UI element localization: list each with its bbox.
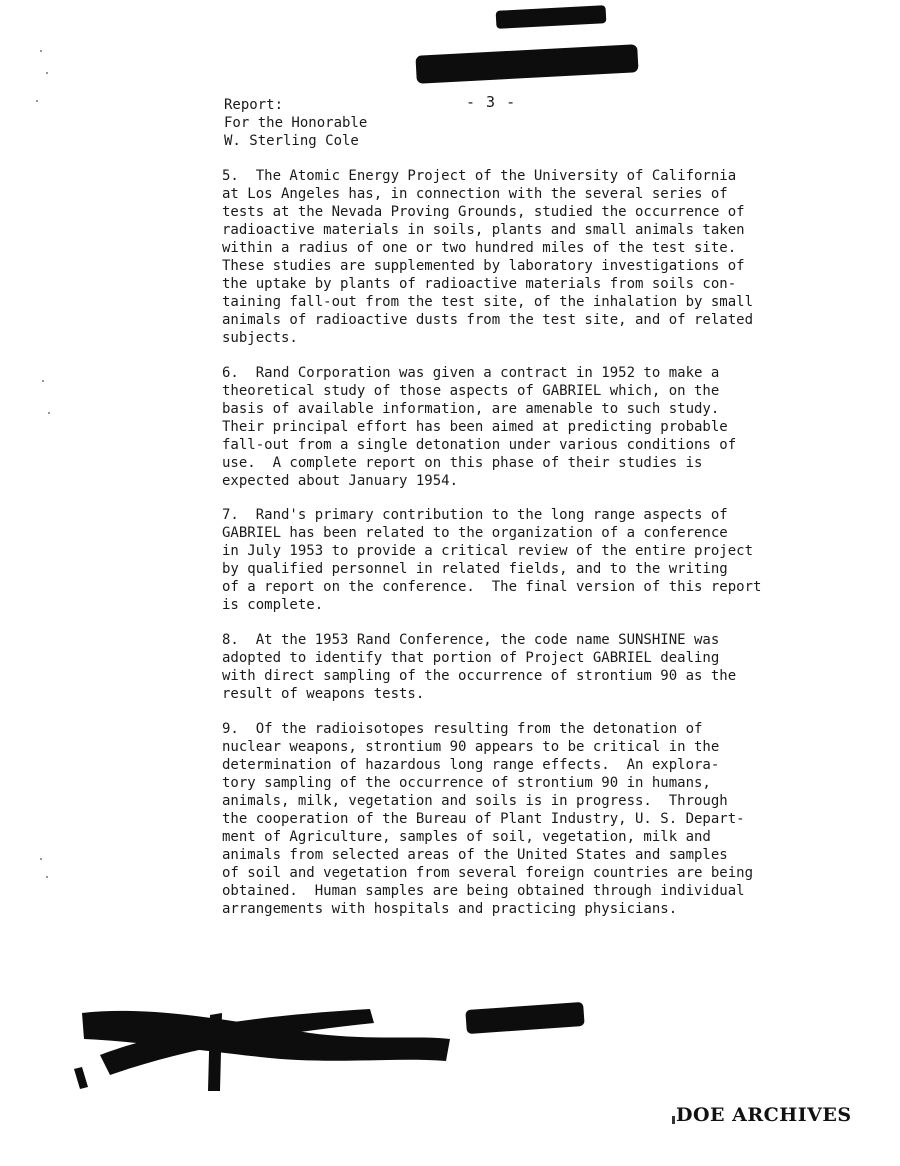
paragraph-7 [222, 506, 822, 614]
paragraph-line: animals, milk, vegetation and soils is in progress. Through [222, 793, 728, 809]
paragraph-line: animals of radioactive dusts from the test site, and of related [222, 312, 754, 328]
paragraph-line: 7. Rand's primary contribution to the long range aspects of [222, 507, 728, 523]
paragraph-line: of a report on the conference. The final version of this report [222, 579, 762, 595]
paragraph-line: ment of Agriculture, samples of soil, vegetation, milk and [222, 829, 711, 845]
paragraph-line: arrangements with hospitals and practicing physicians. [222, 901, 678, 917]
paragraph-line: obtained. Human samples are being obtained through individual [222, 883, 745, 899]
paragraph-6 [222, 364, 822, 490]
paragraph-line: at Los Angeles has, in connection with the several series of [222, 186, 728, 202]
archive-stamp: DOE ARCHIVES [676, 1104, 852, 1126]
paragraph-line: the uptake by plants of radioactive materials from soils con- [222, 276, 737, 292]
paragraph-line: fall-out from a single detonation under various conditions of [222, 437, 737, 453]
margin-speck [42, 380, 44, 382]
paragraph-line: within a radius of one or two hundred miles of the test site. [222, 240, 737, 256]
paragraph-line: by qualified personnel in related fields, and to the writing [222, 561, 728, 577]
margin-speck [40, 50, 42, 52]
paragraph-line: 6. Rand Corporation was given a contract in 1952 to make a [222, 365, 720, 381]
paragraph-line: 8. At the 1953 Rand Conference, the code name SUNSHINE was [222, 632, 720, 648]
redaction-mark-top-long [415, 44, 638, 84]
report-header [224, 96, 367, 150]
paragraph-line: nuclear weapons, strontium 90 appears to be critical in the [222, 739, 720, 755]
paragraph-5 [222, 167, 822, 347]
paragraph-line: These studies are supplemented by laboratory investigations of [222, 258, 745, 274]
paragraph-line: subjects. [222, 330, 298, 346]
margin-speck [46, 876, 48, 878]
header-line-recipient-title: For the Honorable [224, 115, 368, 131]
paragraph-line: in July 1953 to provide a critical review of the entire project [222, 543, 754, 559]
paragraph-line: the cooperation of the Bureau of Plant Industry, U. S. Depart- [222, 811, 745, 827]
paragraph-line: adopted to identify that portion of Project GABRIEL dealing [222, 650, 720, 666]
paragraph-line: 5. The Atomic Energy Project of the University of California [222, 168, 737, 184]
paragraph-line: tory sampling of the occurrence of strontium 90 in humans, [222, 775, 711, 791]
paragraph-8 [222, 631, 822, 703]
paragraph-line: is complete. [222, 597, 324, 613]
page-number: - 3 - [466, 93, 517, 111]
header-line-recipient-name: W. Sterling Cole [224, 133, 359, 149]
paragraph-line: Their principal effort has been aimed at predicting probable [222, 419, 728, 435]
header-line-report: Report: [224, 97, 284, 113]
paragraph-line: use. A complete report on this phase of their studies is [222, 455, 703, 471]
margin-speck [40, 858, 42, 860]
paragraph-line: basis of available information, are amenable to such study. [222, 401, 720, 417]
paragraph-line: of soil and vegetation from several foreign countries are being [222, 865, 754, 881]
paragraph-line: with direct sampling of the occurrence of strontium 90 as the [222, 668, 737, 684]
paragraph-9 [222, 720, 822, 918]
paragraph-line: taining fall-out from the test site, of the inhalation by small [222, 294, 754, 310]
paragraph-line: determination of hazardous long range effects. An explora- [222, 757, 720, 773]
paragraph-line: radioactive materials in soils, plants and small animals taken [222, 222, 745, 238]
margin-speck [48, 412, 50, 414]
redaction-mark-top-short [496, 5, 607, 29]
paragraph-line: animals from selected areas of the United States and samples [222, 847, 728, 863]
margin-speck [46, 72, 48, 74]
redaction-mark-bottom-right [465, 1002, 584, 1034]
paragraph-line: GABRIEL has been related to the organization of a conference [222, 525, 728, 541]
paragraph-line: expected about January 1954. [222, 473, 459, 489]
paragraph-line: 9. Of the radioisotopes resulting from the detonation of [222, 721, 703, 737]
paragraph-line: theoretical study of those aspects of GABRIEL which, on the [222, 383, 720, 399]
margin-speck [36, 100, 38, 102]
stamp-tick-mark [672, 1116, 675, 1124]
paragraph-line: result of weapons tests. [222, 686, 425, 702]
paragraph-line: tests at the Nevada Proving Grounds, studied the occurrence of [222, 204, 745, 220]
redaction-scribble-bottom [70, 995, 460, 1095]
